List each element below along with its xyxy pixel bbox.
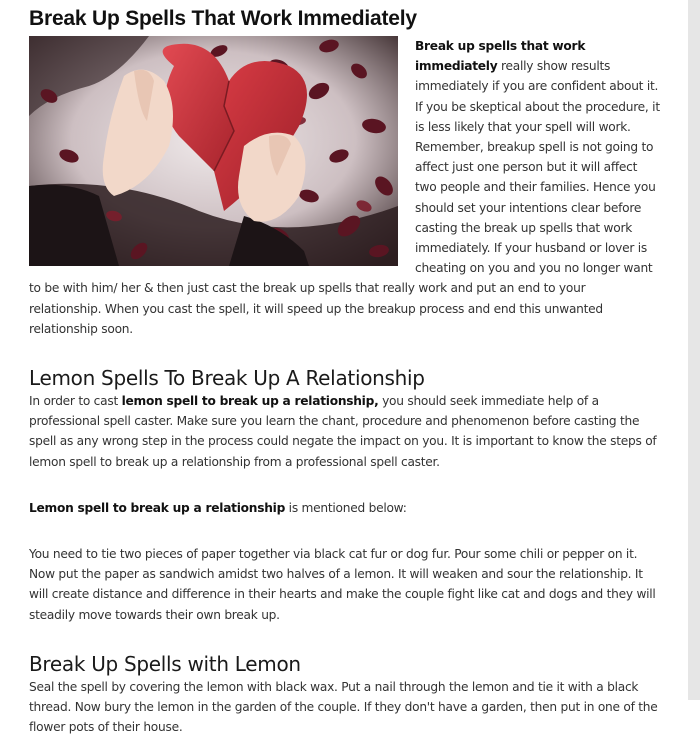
section-title-lemon-spells: Lemon Spells To Break Up A Relationship [29, 366, 425, 391]
para-text: you should seek immediate help of a professional spell caster. Make sure you learn the chant, procedure and phenomenon before casting the spell as any wrong step in the process could negate the impact on you. It is important to know the steps of lemon spell to break up a relationship from a professional spell caster. [29, 394, 657, 469]
para-text: is mentioned below: [285, 500, 407, 515]
article-title: Break Up Spells That Work Immediately [29, 7, 417, 30]
section-title-break-up-lemon: Break Up Spells with Lemon [29, 651, 301, 676]
section2-paragraph-1: Seal the spell by covering the lemon with black wax. Put a nail through the lemon and tie it with a black thread. Now bury the lemon in the garden of the couple. If they don't have a garden, then put in one of the flower pots of their house. [29, 679, 658, 735]
para-text: In order to cast [29, 394, 122, 409]
section1-paragraph-1 [29, 391, 661, 472]
intro-lead-bold: Break up spells that work immediately [415, 39, 586, 74]
page-gutter [688, 0, 700, 700]
section1-paragraph-3: You need to tie two pieces of paper together via black cat fur or dog fur. Pour some chili or pepper on it. Now put the paper as sandwich amidst two halves of a lemon. It will weaken and sour the relationship. It will create distance and difference in their hearts and make the couple fight like cat and dogs and they will steadily move towards their own break up. [29, 547, 656, 622]
intro-block [29, 32, 661, 339]
para-bold: Lemon spell to break up a relationship [29, 500, 286, 515]
intro-text: really show results immediately if you are confident about it. If you be skeptical about the procedure, it is less likely that your spell will work. Remember, breakup spell is not going to affect just one person but it will affect two people and their families. Hence you should set your intentions clear before casting the break up spells that work immediately. If your husband or lover is cheating on you and you no longer want to be with him/ her & then just cast the break up spells that really work and put an end to your relationship. When you cast the spell, it will speed up the breakup process and end this unwanted relationship soon. [29, 59, 660, 336]
para-bold: lemon spell to break up a relationship, [121, 394, 379, 409]
article [29, 0, 661, 737]
broken-heart-photo [29, 36, 398, 266]
section1-paragraph-2 [29, 498, 661, 518]
